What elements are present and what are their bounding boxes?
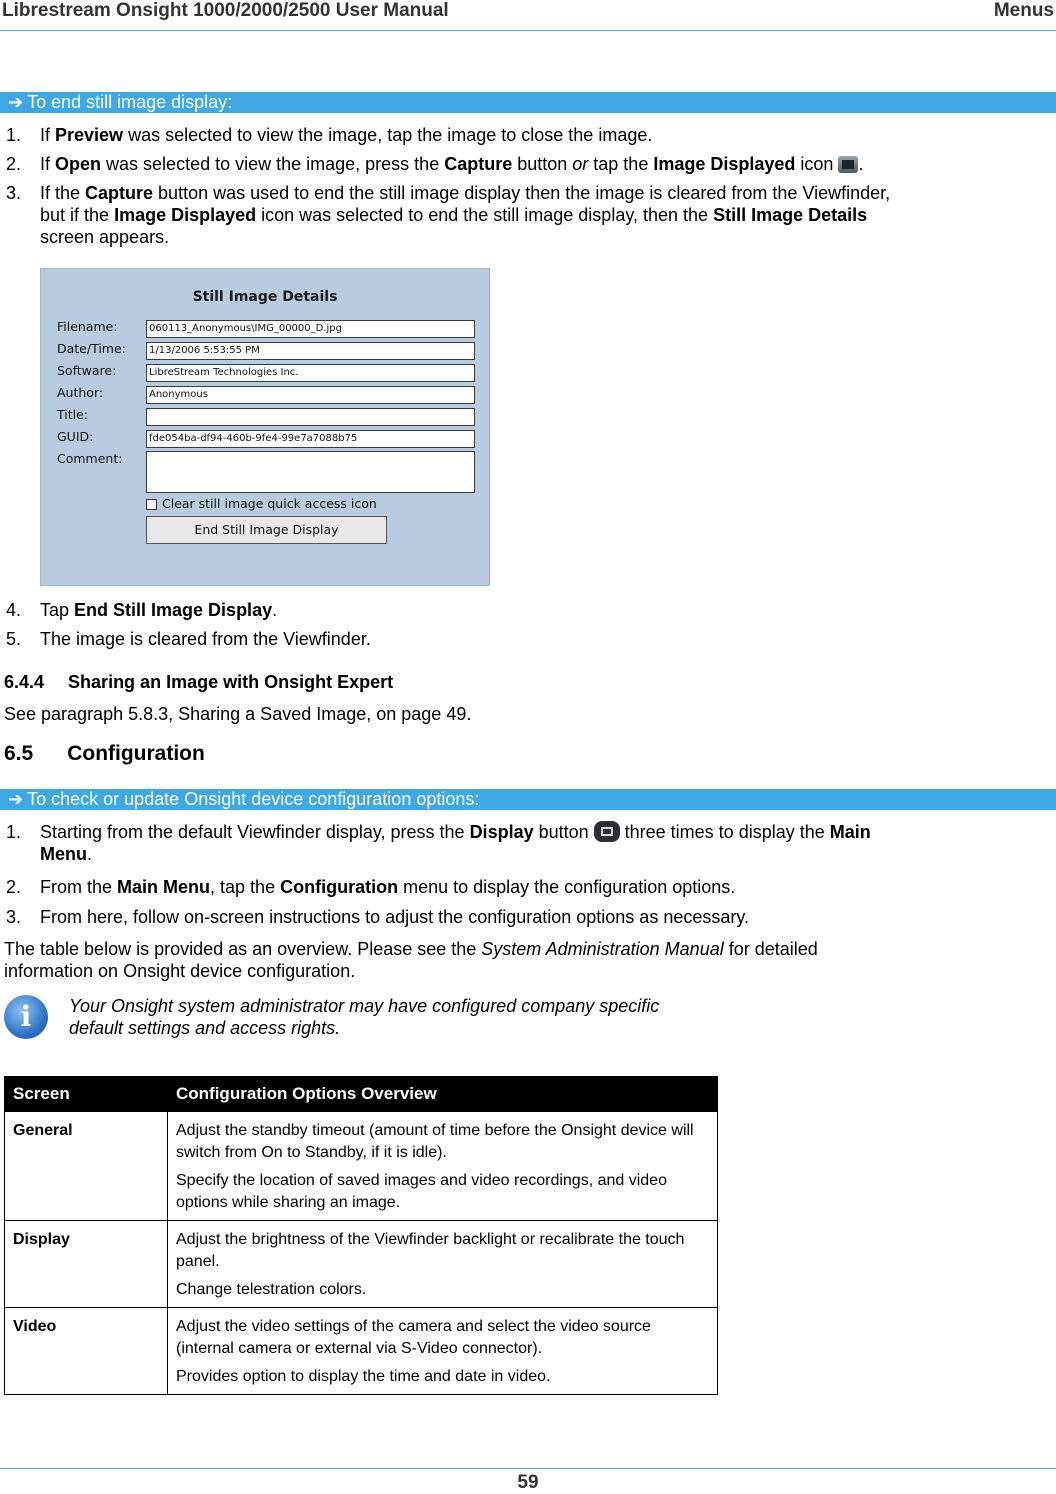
author-label: Author: [57, 385, 104, 400]
step-text: Tap End Still Image Display. [40, 600, 278, 620]
guid-field[interactable]: fde054ba-df94-460b-9fe4-99e7a7088b75 [146, 430, 475, 448]
overview-cell: Adjust the video settings of the camera and select the video source (internal camera or external via S-Video connector). Provides option to display the time and date in video. [168, 1308, 718, 1395]
overview-paragraph: The table below is provided as an overview. Please see the System Administration Manual for detailed information on Onsight device configuration. [4, 939, 818, 981]
still-image-details-screenshot [40, 268, 490, 586]
comment-field[interactable] [146, 451, 475, 493]
comment-label: Comment: [57, 451, 123, 466]
procedure-heading-text: To check or update Onsight device configuration options: [27, 789, 480, 809]
section-6-4-4-body: See paragraph 5.8.3, Sharing a Saved Image, on page 49. [4, 704, 472, 724]
step-number: 4. [6, 600, 22, 620]
configuration-table [4, 1076, 718, 1395]
step-text: From here, follow on-screen instructions to adjust the configuration options as necessary. [40, 907, 750, 927]
dialog-title: Still Image Details [192, 289, 338, 305]
manual-title: Librestream Onsight 1000/2000/2500 User Manual [2, 0, 449, 21]
section-title: Configuration [67, 742, 205, 765]
table-row [5, 1112, 718, 1221]
filename-label: Filename: [57, 319, 118, 334]
step-number: 3. [6, 183, 22, 203]
footer-rule [0, 1468, 1056, 1469]
overview-cell: Adjust the standby timeout (amount of time before the Onsight device will switch from On to Standby, if it is idle). Specify the location of saved images and video recordings, and video options while sharing an image. [168, 1112, 718, 1221]
step-number: 1. [6, 125, 22, 145]
step-text: The image is cleared from the Viewfinder. [40, 629, 371, 649]
title-label: Title: [57, 407, 88, 422]
table-header-row [5, 1077, 718, 1112]
filename-field[interactable]: 060113_Anonymous\IMG_00000_D.jpg [146, 320, 475, 338]
procedure-heading-configuration [0, 789, 1056, 810]
screen-cell: General [5, 1112, 168, 1221]
datetime-label: Date/Time: [57, 341, 126, 356]
step-text: If Open was selected to view the image, press the Capture button or tap the Image Displayed icon . [40, 154, 864, 174]
page-header [0, 0, 1056, 31]
screen-cell: Video [5, 1308, 168, 1395]
clear-icon-checkbox-label: Clear still image quick access icon [162, 496, 377, 511]
table-row [5, 1221, 718, 1308]
step-text: Starting from the default Viewfinder display, press the Display button three times to display the Main Menu. [40, 822, 871, 864]
step-text: From the Main Menu, tap the Configuration menu to display the configuration options. [40, 877, 736, 897]
procedure-heading-end-still [0, 92, 1056, 113]
overview-cell: Adjust the brightness of the Viewfinder backlight or recalibrate the touch panel. Change telestration colors. [168, 1221, 718, 1308]
column-header-screen: Screen [5, 1077, 168, 1112]
step-number: 5. [6, 629, 22, 649]
screen-cell: Display [5, 1221, 168, 1308]
table-row [5, 1308, 718, 1395]
note-text: Your Onsight system administrator may have configured company specific default settings and access rights. [69, 996, 660, 1038]
author-field[interactable]: Anonymous [146, 386, 475, 404]
page-number: 59 [517, 1472, 539, 1493]
section-6-5-heading [4, 742, 205, 766]
step-text: If the Capture button was used to end the still image display then the image is cleared from the Viewfinder, but if the Image Displayed icon was selected to end the still image display, then the Still Image Details screen appears. [40, 183, 891, 247]
arrow-icon: ➔ [8, 789, 24, 809]
section-title: Sharing an Image with Onsight Expert [68, 672, 394, 692]
software-field[interactable]: LibreStream Technologies Inc. [146, 364, 475, 382]
section-6-4-4-heading [4, 672, 393, 693]
end-still-image-display-button[interactable]: End Still Image Display [146, 516, 387, 544]
step-number: 2. [6, 154, 22, 174]
image-displayed-icon [838, 156, 858, 173]
section-name: Menus [993, 0, 1054, 21]
column-header-overview: Configuration Options Overview [168, 1077, 718, 1112]
step-number: 2. [6, 877, 22, 897]
info-icon: i [4, 995, 48, 1039]
title-field[interactable] [146, 408, 475, 426]
software-label: Software: [57, 363, 117, 378]
section-number: 6.4.4 [4, 672, 45, 692]
display-button-icon [594, 821, 620, 842]
step-text: If Preview was selected to view the image, tap the image to close the image. [40, 125, 653, 145]
arrow-icon: ➔ [8, 92, 24, 112]
step-number: 3. [6, 907, 22, 927]
procedure-heading-text: To end still image display: [27, 92, 233, 112]
step-number: 1. [6, 822, 22, 842]
clear-icon-checkbox[interactable] [146, 499, 157, 510]
datetime-field[interactable]: 1/13/2006 5:53:55 PM [146, 342, 475, 360]
guid-label: GUID: [57, 429, 94, 444]
section-number: 6.5 [4, 742, 34, 765]
